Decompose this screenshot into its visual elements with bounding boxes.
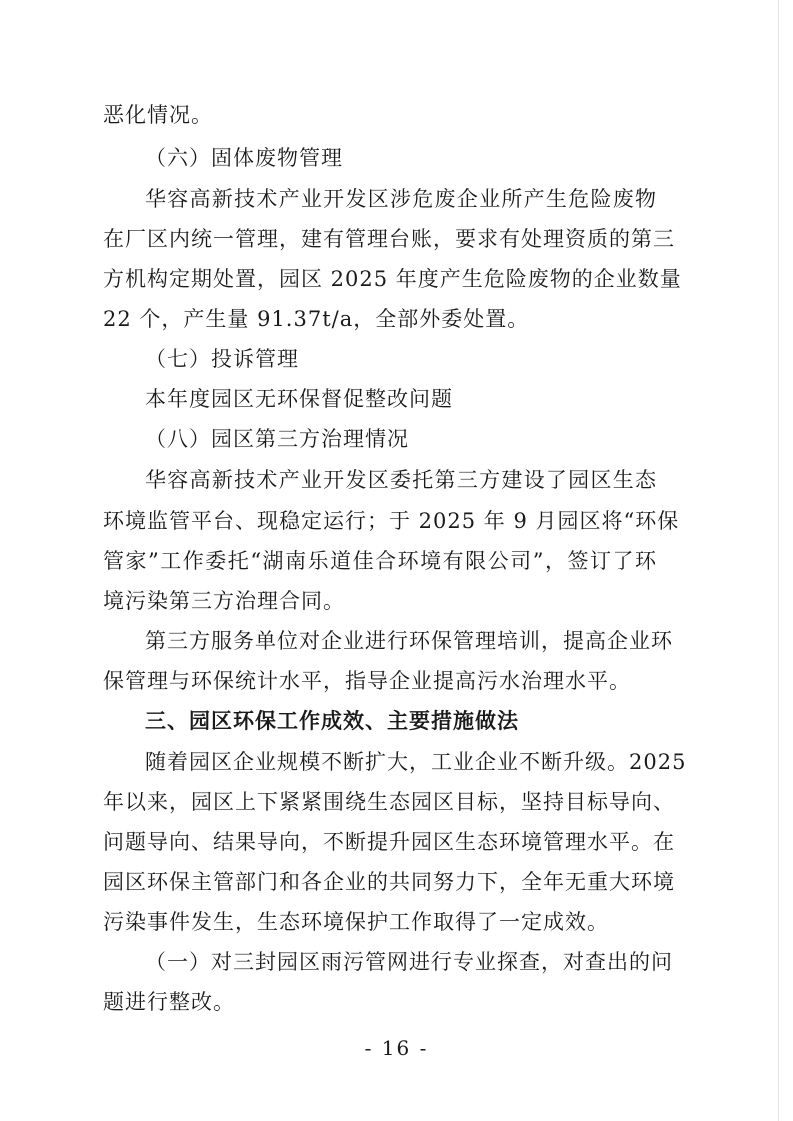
paragraph-line: 题进行整改。 [103,990,235,1014]
paragraph-line: 随着园区企业规模不断扩大，工业企业不断升级。2025 [145,750,687,774]
paragraph-line: 污染事件发生，生态环境保护工作取得了一定成效。 [103,910,609,934]
paragraph-line: 环境监管平台、现稳定运行；于 2025 年 9 月园区将“环保 [103,509,680,533]
section-heading-solid-waste: （六）固体废物管理 [145,146,343,170]
paragraph-line: 保管理与环保统计水平，指导企业提高污水治理水平。 [103,669,631,693]
paragraph-line: 在厂区内统一管理，建有管理台账，要求有处理资质的第三 [103,227,675,251]
paragraph-line: 年以来，园区上下紧紧围绕生态园区目标，坚持目标导向、 [103,790,675,814]
paragraph-line: （一）对三封园区雨污管网进行专业探查，对查出的问 [145,950,673,974]
paragraph-line: 境污染第三方治理合同。 [103,589,345,613]
paragraph-line: 华容高新技术产业开发区涉危废企业所产生危险废物 [145,187,657,211]
paragraph-line: 22 个，产生量 91.37t/a，全部外委处置。 [103,307,530,331]
paragraph-line: 管家”工作委托“湖南乐道佳合环境有限公司”，签订了环 [103,549,657,573]
paragraph-line: 方机构定期处置，园区 2025 年度产生危险废物的企业数量 [103,267,682,291]
paragraph-line: 第三方服务单位对企业进行环保管理培训，提高企业环 [145,629,673,653]
section-heading-third-party: （八）园区第三方治理情况 [145,427,409,451]
chapter-heading-achievements: 三、园区环保工作成效、主要措施做法 [145,709,519,733]
section-heading-complaints: （七）投诉管理 [145,347,299,371]
paragraph-end-line: 恶化情况。 [103,103,213,127]
paragraph-line: 华容高新技术产业开发区委托第三方建设了园区生态 [145,468,657,492]
page-number: - 16 - [364,1036,429,1060]
paragraph-line: 问题导向、结果导向，不断提升园区生态环境管理水平。在 [103,830,675,854]
paragraph-line: 本年度园区无环保督促整改问题 [145,387,453,411]
page-edge [778,0,779,1121]
paragraph-line: 园区环保主管部门和各企业的共同努力下，全年无重大环境 [103,870,675,894]
